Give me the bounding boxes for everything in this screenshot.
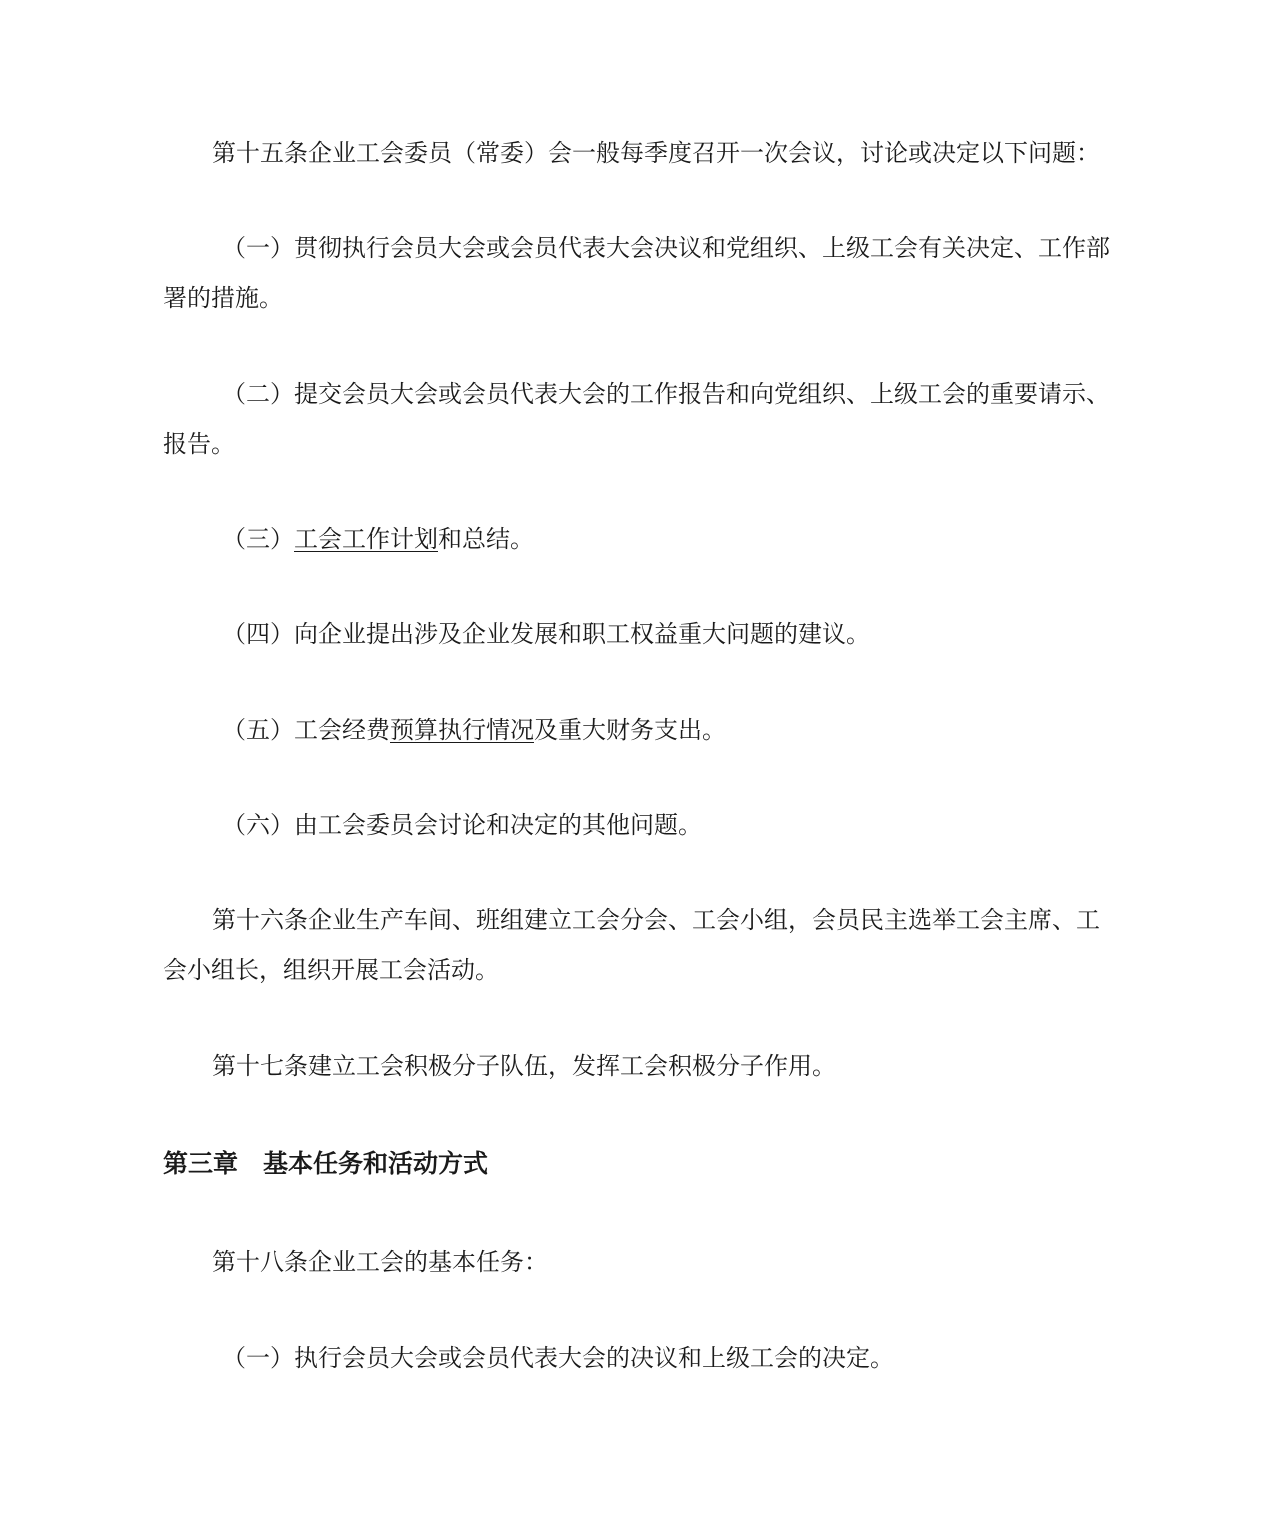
item-2-line-1: （二）提交会员大会或会员代表大会的工作报告和向党组织、上级工会的重要请示、 [222, 380, 1110, 408]
item-1-line-1: （一）贯彻执行会员大会或会员代表大会决议和党组织、上级工会有关决定、工作部 [222, 234, 1110, 262]
item-1-line-2: 署的措施。 [163, 284, 283, 312]
item-3-prefix: （三） [222, 525, 294, 553]
item-3-suffix: 和总结。 [438, 525, 534, 553]
article-16-line-1: 第十六条企业生产车间、班组建立工会分会、工会小组，会员民主选举工会主席、工 [212, 906, 1100, 934]
chapter-3-heading: 第三章 基本任务和活动方式 [163, 1149, 489, 1178]
item-2-line-2: 报告。 [163, 430, 235, 458]
task-1-text: （一）执行会员大会或会员代表大会的决议和上级工会的决定。 [222, 1344, 894, 1372]
item-5-suffix: 及重大财务支出。 [534, 716, 726, 744]
article-16-line-2: 会小组长，组织开展工会活动。 [163, 956, 499, 984]
item-4-text: （四）向企业提出涉及企业发展和职工权益重大问题的建议。 [222, 620, 870, 648]
item-5-underlined-term: 预算执行情况 [390, 716, 534, 744]
item-3-text [222, 523, 534, 555]
article-15-text: 第十五条企业工会委员（常委）会一般每季度召开一次会议，讨论或决定以下问题： [212, 139, 1100, 167]
item-5-prefix: （五）工会经费 [222, 716, 390, 744]
article-18-text: 第十八条企业工会的基本任务： [212, 1248, 548, 1276]
article-17-text: 第十七条建立工会积极分子队伍，发挥工会积极分子作用。 [212, 1052, 836, 1080]
item-5-text [222, 714, 726, 746]
item-3-underlined-term: 工会工作计划 [294, 525, 438, 553]
item-6-text: （六）由工会委员会讨论和决定的其他问题。 [222, 811, 702, 839]
